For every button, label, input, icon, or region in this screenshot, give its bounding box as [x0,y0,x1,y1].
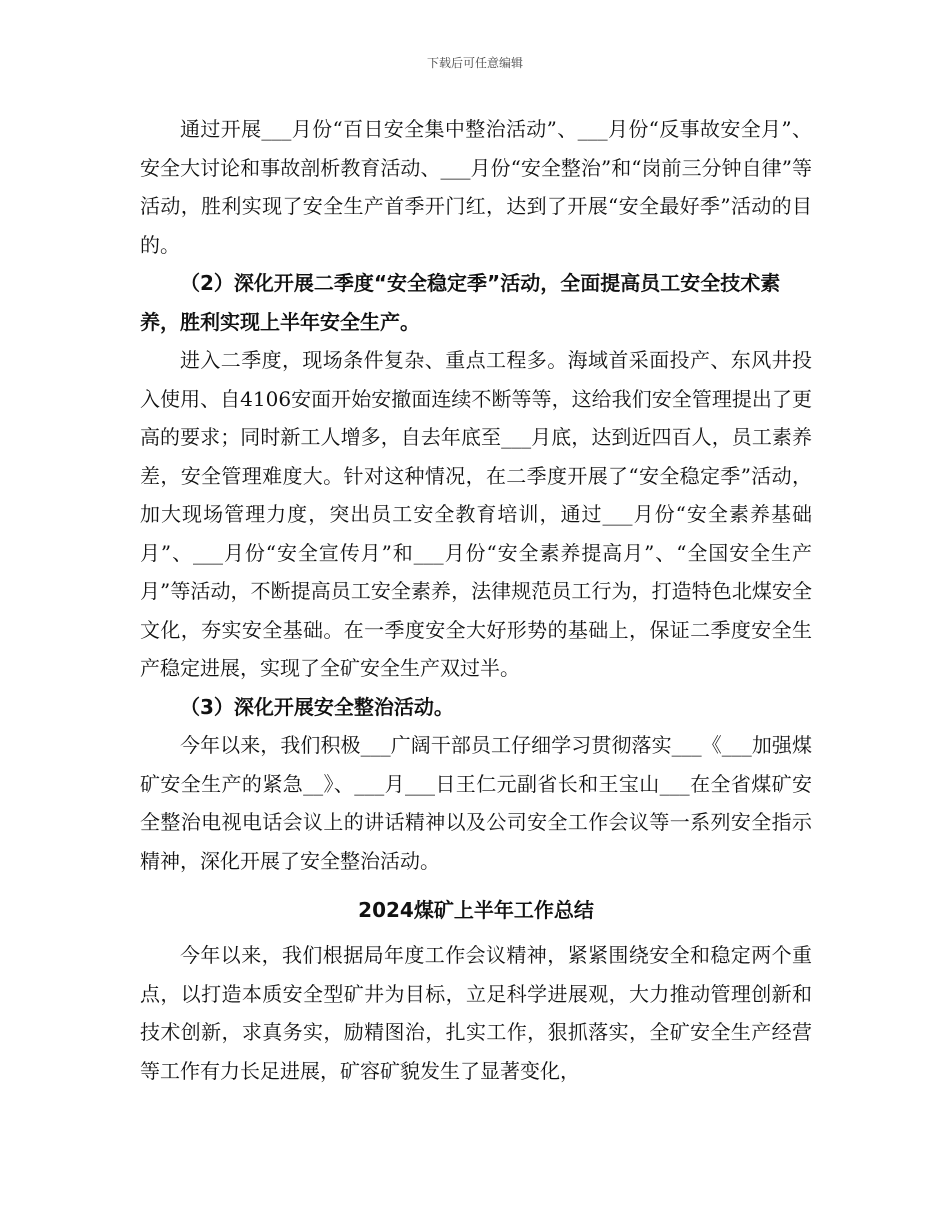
section-heading-2: （2）深化开展二季度“安全稳定季”活动，全面提高员工安全技术素养，胜利实现上半年安全生产。 [140,271,781,334]
document-body [140,110,812,1090]
document-title: 2024煤矿上半年工作总结 [358,898,594,922]
paragraph-summary-intro: 今年以来，我们根据局年度工作会议精神，紧紧围绕安全和稳定两个重点，以打造本质安全型矿井为目标，立足科学进展观，大力推动管理创新和技术创新，求真务实，励精图治，扎实工作，狠抓落实，全矿安全生产经营等工作有力长足进展，矿容矿貌发生了显著变化， [140,943,812,1083]
section-heading-3: （3）深化开展安全整治活动。 [180,694,454,719]
paragraph-safety-rectification: 今年以来，我们积极___广阔干部员工仔细学习贯彻落实___《___加强煤矿安全生产的紧急__》、___月___日王仁元副省长和王宝山___在全省煤矿安全整治电视电话会议上的讲话精神以及公司安全工作会议等一系列安全指示精神，深化开展了安全整治活动。 [140,733,812,873]
paragraph-first-quarter: 通过开展___月份“百日安全集中整治活动”、___月份“反事故安全月”、安全大讨论和事故剖析教育活动、___月份“安全整治”和“岗前三分钟自律”等活动，胜利实现了安全生产首季开门红，达到了开展“安全最好季”活动的目的。 [140,117,812,257]
page-header: 下载后可任意编辑 [426,56,523,70]
paragraph-second-quarter: 进入二季度，现场条件复杂、重点工程多。海域首采面投产、东风井投入使用、自4106安面开始安撤面连续不断等等，这给我们安全管理提出了更高的要求；同时新工人增多，自去年底至___月底，达到近四百人，员工素养差，安全管理难度大。针对这种情况，在二季度开展了“安全稳定季”活动，加大现场管理力度，突出员工安全教育培训，通过___月份“安全素养基础月”、___月份“安全宣传月”和___月份“安全素养提高月”、“全国安全生产月”等活动，不断提高员工安全素养，法律规范员工行为，打造特色北煤安全文化，夯实安全基础。在一季度安全大好形势的基础上，保证二季度安全生产稳定进展，实现了全矿安全生产双过半。 [140,348,812,680]
